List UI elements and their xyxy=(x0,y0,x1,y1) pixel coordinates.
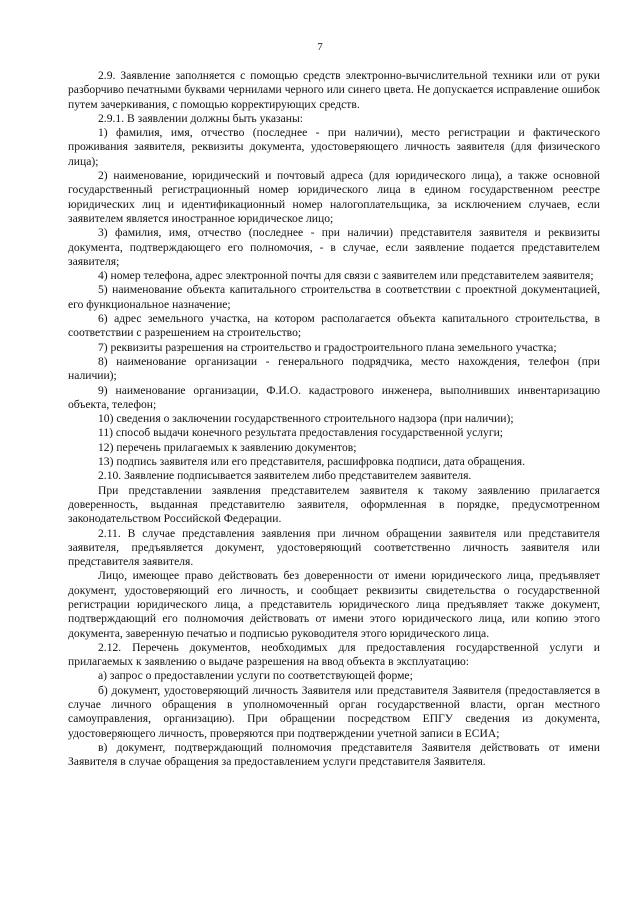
paragraph-2-11: 2.11. В случае представления заявления при личном обращении заявителя или представителя заявителя, предъявляется документ, удостоверяющий соответственно личность заявителя или представителя заявителя. xyxy=(68,526,600,569)
list-item-a: а) запрос о предоставлении услуги по соответствующей форме; xyxy=(98,669,413,683)
page-number: 7 xyxy=(317,41,323,53)
list-item-10: 10) сведения о заключении государственного строительного надзора (при наличии); xyxy=(98,412,514,426)
paragraph-2-12: 2.12. Перечень документов, необходимых для предоставления государственной услуги и прилагаемых к заявлению о выдаче разрешения на ввод объекта в эксплуатацию: xyxy=(68,640,600,669)
paragraph-2-10: 2.10. Заявление подписывается заявителем либо представителем заявителя. xyxy=(98,469,472,483)
paragraph-power-of-attorney: При представлении заявления представителем заявителя к такому заявлению прилагается доверенность, выданная представителю заявителя, оформленная в порядке, предусмотренном законодательством Российской Федерации. xyxy=(68,483,600,526)
paragraph-2-9: 2.9. Заявление заполняется с помощью средств электронно-вычислительной техники или от руки разборчиво печатными буквами чернилами черного или синего цвета. Не допускается исправление ошибок путем зачеркивания, с помощью корректирующих средств. xyxy=(68,69,600,111)
list-item-1: 1) фамилия, имя, отчество (последнее - при наличии), место регистрации и фактического проживания заявителя, реквизиты документа, удостоверяющего личность заявителя (для физического лица); xyxy=(68,126,600,168)
list-item-7: 7) реквизиты разрешения на строительство и градостроительного плана земельного участка; xyxy=(98,340,557,354)
list-item-13: 13) подпись заявителя или его представителя, расшифровка подписи, дата обращения. xyxy=(98,455,525,469)
list-item-5: 5) наименование объекта капитального строительства в соответствии с проектной документацией, его функциональное назначение; xyxy=(68,283,600,311)
list-item-6: 6) адрес земельного участка, на котором располагается объекта капитального строительства, в соответствии с разрешением на строительство; xyxy=(68,312,600,340)
list-item-12: 12) перечень прилагаемых к заявлению документов; xyxy=(98,440,357,454)
list-item-11: 11) способ выдачи конечного результата предоставления государственной услуги; xyxy=(98,426,504,440)
list-item-3: 3) фамилия, имя, отчество (последнее - при наличии) представителя заявителя и реквизиты документа, подтверждающего его полномочия, - в случае, если заявление подается представителем заявителя; xyxy=(68,226,600,268)
list-item-9: 9) наименование организации, Ф.И.О. кадастрового инженера, выполнивших инвентаризацию объекта, телефон; xyxy=(68,383,600,411)
list-item-2: 2) наименование, юридический и почтовый адреса (для юридического лица), а также основной государственный регистрационный номер юридического лица в едином государственном реестре юридических лиц и идентификационный номер налогоплательщика, за исключением случаев, если заявителем является иностранное юридическое лицо; xyxy=(68,169,600,225)
list-item-8: 8) наименование организации - генерального подрядчика, место нахождения, телефон (при наличии); xyxy=(68,354,600,383)
paragraph-legal-entity-representative: Лицо, имеющее право действовать без доверенности от имени юридического лица, предъявляет документ, удостоверяющий его личность, и сообщает реквизиты свидетельства о государственной регистрации юридического лица, а представитель юридического лица предъявляет также документ, подтверждающий его полномочия действовать от имени этого юридического лица, или копию этого документа, заверенную печатью и подписью руководителя этого юридического лица. xyxy=(68,569,600,640)
list-item-v: в) документ, подтверждающий полномочия представителя Заявителя действовать от имени Заявителя в случае обращения за предоставлением услуги представителя Заявителя. xyxy=(68,740,600,769)
document-body xyxy=(68,69,600,770)
list-item-b: б) документ, удостоверяющий личность Заявителя или представителя Заявителя (предоставляется в случае личного обращения в уполномоченный орган государственной власти, орган местного самоуправления, организацию). При обращении посредством ЕПГУ сведения из документа, удостоверяющего личность, проверяются при подтверждении учетной записи в ЕСИА; xyxy=(68,683,600,740)
paragraph-2-9-1: 2.9.1. В заявлении должны быть указаны: xyxy=(98,111,303,125)
list-item-4: 4) номер телефона, адрес электронной почты для связи с заявителем или представителем заявителя; xyxy=(98,269,594,283)
